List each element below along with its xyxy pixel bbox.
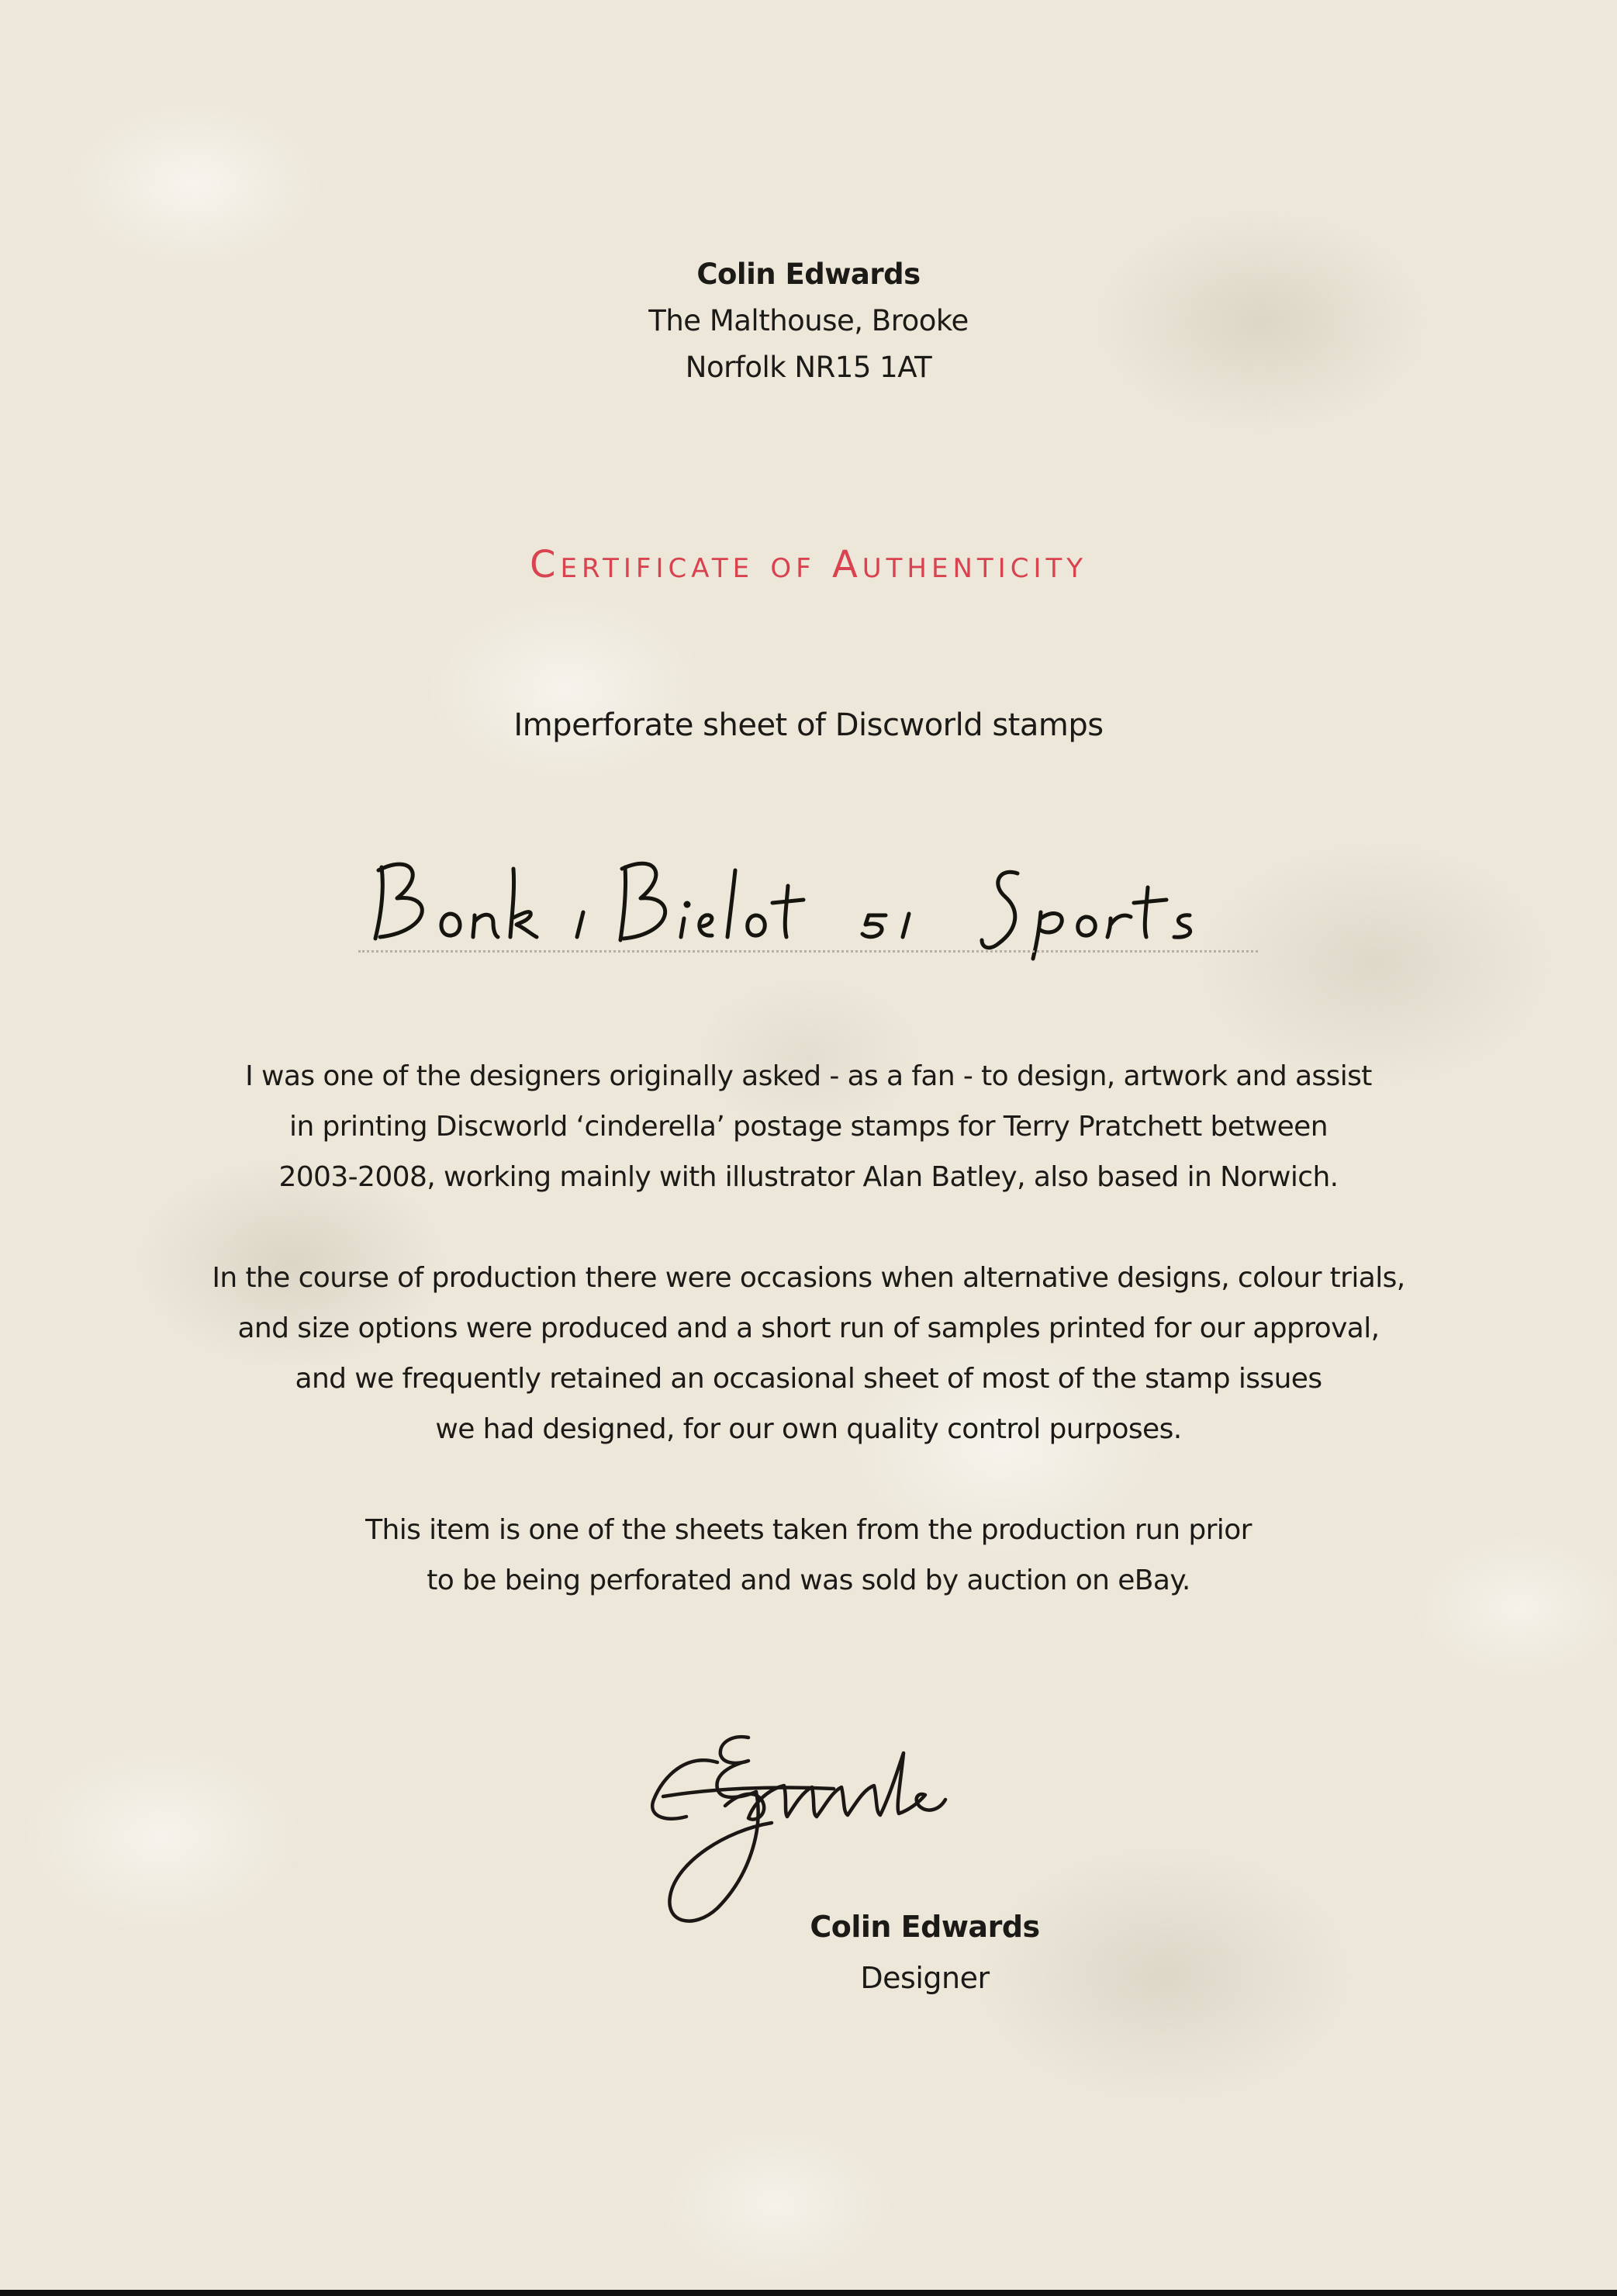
paragraph-line: to be being perforated and was sold by auction on eBay.: [427, 1565, 1190, 1596]
paragraph-line: we had designed, for our own quality control purposes.: [435, 1413, 1182, 1445]
handwritten-underline: [358, 950, 1258, 953]
paragraph-line: In the course of production there were occasions when alternative designs, colour trials,: [212, 1262, 1405, 1294]
paragraph-item-provenance: [0, 1505, 1617, 1606]
certificate-title: Certificate of Authenticity: [529, 543, 1088, 586]
signatory-name: Colin Edwards: [810, 1910, 1040, 1944]
sender-address-line-1: The Malthouse, Brooke: [648, 304, 969, 337]
paragraph-line: and we frequently retained an occasional sheet of most of the stamp issues: [295, 1363, 1322, 1395]
paragraph-line: I was one of the designers originally asked - as a fan - to design, artwork and assist: [245, 1060, 1372, 1092]
paragraph-line: 2003-2008, working mainly with illustrator Alan Batley, also based in Norwich.: [278, 1161, 1339, 1193]
paragraph-line: This item is one of the sheets taken from the production run prior: [365, 1514, 1252, 1546]
paragraph-line: and size options were produced and a short run of samples printed for our approval,: [237, 1312, 1380, 1344]
paragraph-line: in printing Discworld ‘cinderella’ postage stamps for Terry Pratchett between: [289, 1111, 1328, 1143]
sender-address-line-2: Norfolk NR15 1AT: [685, 351, 932, 384]
paragraph-production-details: [0, 1253, 1617, 1454]
scan-bottom-edge: [0, 2290, 1617, 2296]
signatory-title: Designer: [860, 1961, 990, 1995]
sender-name: Colin Edwards: [696, 258, 921, 291]
certificate-subject: Imperforate sheet of Discworld stamps: [513, 707, 1104, 743]
handwritten-item-name: [365, 838, 1264, 962]
paragraph-designer-background: [0, 1051, 1617, 1202]
